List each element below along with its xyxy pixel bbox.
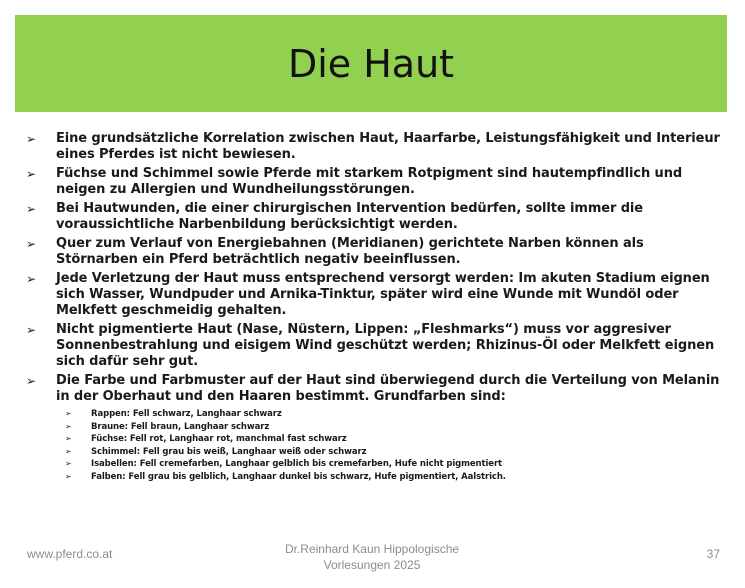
arrowhead-bullet-icon: ➢ (65, 471, 72, 481)
bullet-list (26, 131, 726, 483)
arrowhead-bullet-icon: ➢ (65, 434, 72, 443)
sub-bullet-item: ➢ Isabellen: Fell cremefarben, Langhaar gelblich bis cremefarben, Hufe nicht pigmentiert (65, 459, 503, 469)
sub-bullet-list (56, 408, 726, 483)
arrowhead-bullet-icon: ➢ (26, 167, 36, 181)
sub-bullet-item: ➢ Füchse: Fell rot, Langhaar rot, manchmal fast schwarz (65, 434, 347, 444)
bullet-item: ➢ Nicht pigmentierte Haut (Nase, Nüstern, Lippen: „Fleshmarks“) muss vor aggresiver Sonnenbestrahlung und eisigem Wind geschützt werden; Rhizinus-Öl oder Melkfett eignen sich dafür sehr gut. (26, 322, 715, 369)
arrowhead-bullet-icon: ➢ (26, 202, 36, 216)
arrowhead-bullet-icon: ➢ (65, 409, 72, 418)
footer-author-line1: Dr.Reinhard Kaun Hippologische (284, 542, 460, 556)
footer-author (222, 541, 522, 573)
bullet-item: ➢ Quer zum Verlauf von Energiebahnen (Meridianen) gerichtete Narben können als Störnarben ein Pferd beträchtlich negativ beeinflussen. (26, 236, 644, 267)
sub-bullet-item: ➢ Schimmel: Fell grau bis weiß, Langhaar weiß oder schwarz (65, 446, 367, 457)
bullet-item: ➢ Die Farbe und Farbmuster auf der Haut sind überwiegend durch die Verteilung von Melanin in der Oberhaut und den Haaren bestimmt. Grundfarben sind: ➢ Rappen: Fell schwarz, Langhaar schwarz ➢ Braune: Fell braun, Langhaar schwarz ➢ Füchse: Fell rot, Langhaar rot, manchmal fast schwarz ➢ Schimmel: Fell grau bis weiß, Langhaar weiß oder schwarz ➢ Isabellen: Fell cremefarben, Langhaar gelblich bis cremefarben, Hufe nicht pigmentiert ➢ Falben: Fell grau bis gelblich, Langhaar dunkel bis schwarz, Hufe pigmentiert, Aalstrich. (26, 373, 726, 483)
footer-website: www.pferd.co.at (27, 547, 113, 561)
arrowhead-bullet-icon: ➢ (65, 446, 72, 456)
bullet-item: ➢ Bei Hautwunden, die einer chirurgischen Intervention bedürfen, sollte immer die voraussichtliche Narbenbildung berücksichtigt werden. (26, 201, 643, 232)
sub-bullet-item: ➢ Braune: Fell braun, Langhaar schwarz (65, 421, 270, 432)
sub-bullet-item: ➢ Falben: Fell grau bis gelblich, Langhaar dunkel bis schwarz, Hufe pigmentiert, Aalstrich. (65, 471, 506, 482)
arrowhead-bullet-icon: ➢ (26, 132, 36, 146)
bullet-item: ➢ Jede Verletzung der Haut muss entsprechend versorgt werden: Im akuten Stadium eignen sich Wasser, Wundpuder und Arnika-Tinktur, später wird eine Wunde mit Wundöl oder Melkfett geschmeidig gehalten. (26, 271, 710, 318)
arrowhead-bullet-icon: ➢ (26, 272, 36, 286)
arrowhead-bullet-icon: ➢ (26, 237, 36, 251)
slide-title: Die Haut (287, 41, 455, 86)
arrowhead-bullet-icon: ➢ (26, 374, 36, 388)
arrowhead-bullet-icon: ➢ (65, 421, 72, 431)
slide-content (26, 131, 726, 486)
sub-bullet-item: ➢ Rappen: Fell schwarz, Langhaar schwarz (65, 409, 282, 419)
bullet-item: ➢ Füchse und Schimmel sowie Pferde mit starkem Rotpigment sind hautempfindlich und neigen zu Allergien und Wundheilungsstörungen. (26, 166, 683, 197)
page-number: 37 (706, 547, 720, 561)
bullet-item: ➢ Eine grundsätzliche Korrelation zwischen Haut, Haarfarbe, Leistungsfähigkeit und Interieur eines Pferdes ist nicht bewiesen. (26, 131, 720, 162)
arrowhead-bullet-icon: ➢ (65, 459, 72, 468)
arrowhead-bullet-icon: ➢ (26, 323, 36, 337)
footer-author-line2: Vorlesungen 2025 (323, 558, 421, 572)
title-banner (15, 15, 727, 112)
